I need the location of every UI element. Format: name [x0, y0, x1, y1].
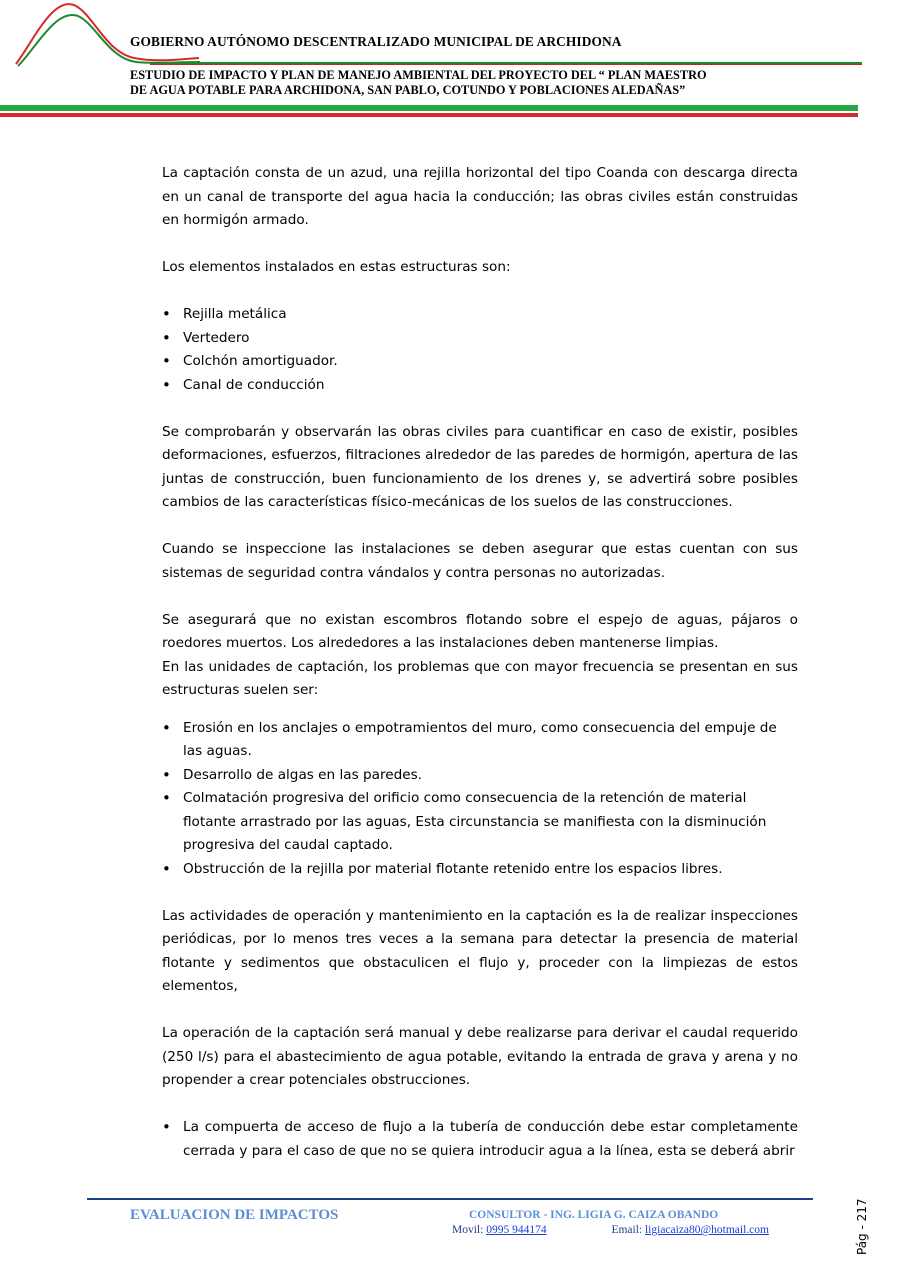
paragraph: Las actividades de operación y mantenimiento en la captación es la de realizar inspecciones periódicas, por lo menos tres veces a la semana para detectar la presencia de material flotante y sedimentos que obstaculicen el flujo y, proceder con la limpiezas de estos elementos,: [162, 907, 798, 994]
paragraph: En las unidades de captación, los problemas que con mayor frecuencia se presentan en sus estructuras suelen ser:: [162, 658, 798, 698]
list-item: • La compuerta de acceso de flujo a la tubería de conducción debe estar completamente cerrada y para el caso de que no se quiera introducir agua a la línea, esta se deberá abrir: [162, 1116, 798, 1163]
paragraph: Se asegurará que no existan escombros flotando sobre el espejo de aguas, pájaros o roedores muertos. Los alrededores a las instalaciones deben mantenerse limpias.: [162, 611, 798, 651]
list-item: • Obstrucción de la rejilla por material flotante retenido entre los espacios libres.: [162, 858, 798, 882]
list-item: • Canal de conducción: [162, 374, 798, 398]
problems-list: [162, 717, 798, 882]
org-title: GOBIERNO AUTÓNOMO DESCENTRALIZADO MUNICIPAL DE ARCHIDONA: [130, 34, 622, 49]
paragraph: Los elementos instalados en estas estructuras son:: [162, 259, 511, 275]
project-title-line2: DE AGUA POTABLE PARA ARCHIDONA, SAN PABLO, COTUNDO Y POBLACIONES ALEDAÑAS”: [130, 82, 686, 97]
page-number: Pág - 217: [855, 1198, 869, 1255]
list-item: • Colmatación progresiva del orificio como consecuencia de la retención de material flotante arrastrado por las aguas, Esta circunstancia se manifiesta con la disminución progresiva del caudal captado.: [162, 787, 798, 858]
email-link[interactable]: ligiacaiza80@hotmail.com: [644, 1224, 769, 1236]
list-item: • Rejilla metálica: [162, 303, 798, 327]
paragraph: La captación consta de un azud, una rejilla horizontal del tipo Coanda con descarga directa en un canal de transporte del agua hacia la conducción; las obras civiles están construidas en hormigón armado.: [162, 165, 798, 228]
header-band-red: [0, 113, 858, 117]
list-item: • Erosión en los anclajes o empotramientos del muro, como consecuencia del empuje de las aguas.: [162, 717, 798, 764]
project-title: [130, 68, 830, 97]
elements-list: [162, 303, 798, 397]
project-title-line1: ESTUDIO DE IMPACTO Y PLAN DE MANEJO AMBIENTAL DEL PROYECTO DEL “ PLAN MAESTRO: [130, 68, 707, 82]
list-item: • Desarrollo de algas en las paredes.: [162, 764, 798, 788]
document-body: [162, 162, 798, 1163]
header-divider-red: [150, 64, 862, 65]
paragraph: Cuando se inspeccione las instalaciones se deben asegurar que estas cuentan con sus sistemas de seguridad contra vándalos y contra personas no autorizadas.: [162, 541, 798, 581]
header-band-green: [0, 105, 858, 111]
email-label: Email:: [611, 1224, 645, 1236]
footer-section-title: EVALUACION DE IMPACTOS: [130, 1207, 339, 1223]
list-item: • Colchón amortiguador.: [162, 350, 798, 374]
paragraph: Se comprobarán y observarán las obras civiles para cuantificar en caso de existir, posibles deformaciones, esfuerzos, filtraciones alrededor de las paredes de hormigón, apertura de las juntas de construcción, buen funcionamiento de los drenes y, se advertirá sobre posibles cambios de las características físico-mecánicas de los suelos de las construcciones.: [162, 423, 798, 510]
operation-list: [162, 1116, 798, 1163]
movil-label: Movil:: [452, 1224, 487, 1236]
footer-consultor: CONSULTOR - ING. LIGIA G. CAIZA OBANDO: [469, 1209, 719, 1221]
footer-contact: [452, 1224, 769, 1236]
list-item: • Vertedero: [162, 327, 798, 351]
footer-divider: [87, 1198, 813, 1200]
phone-link[interactable]: 0995 944174: [486, 1224, 547, 1236]
paragraph: La operación de la captación será manual y debe realizarse para derivar el caudal requerido (250 l/s) para el abastecimiento de agua potable, evitando la entrada de grava y arena y no propender a crear potenciales obstrucciones.: [162, 1025, 798, 1088]
